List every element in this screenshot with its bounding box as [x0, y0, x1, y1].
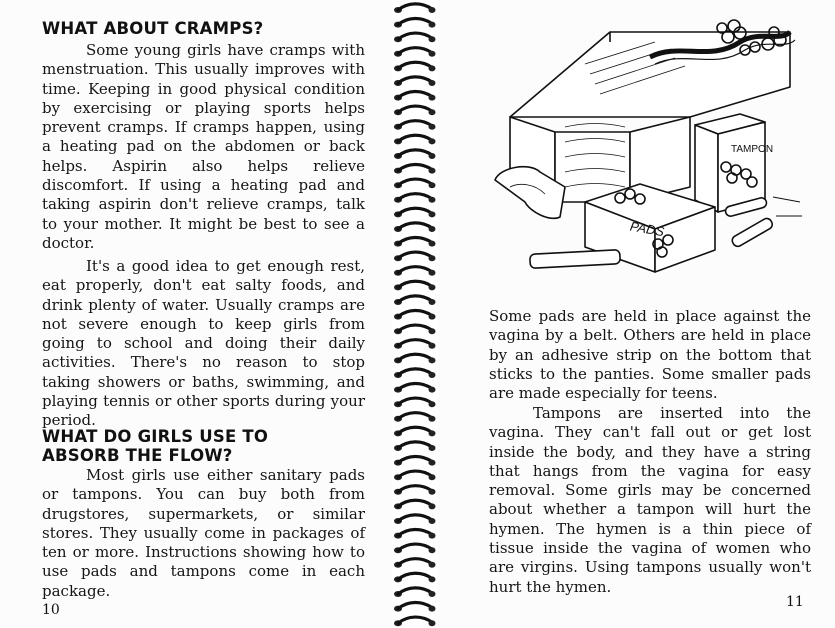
spiral-coil [394, 223, 436, 232]
tampon-box-label: TAMPON [731, 144, 774, 155]
spiral-coil [394, 486, 436, 495]
spiral-coil [394, 150, 436, 159]
spiral-coil [394, 237, 436, 246]
spiral-coil [394, 544, 436, 553]
loose-pad-strip [530, 250, 621, 269]
page-number-left: 10 [42, 602, 60, 618]
spiral-coil [394, 471, 436, 480]
spiral-coil [394, 106, 436, 115]
spiral-coil [394, 310, 436, 319]
spiral-coil [394, 77, 436, 86]
spiral-coil [394, 559, 436, 568]
heading-absorb-flow: WHAT DO GIRLS USE TO ABSORB THE FLOW? [42, 427, 269, 465]
paragraph-cramps-2: It's a good idea to get enough rest, eat properly, don't eat salty foods, and drink plenty of water. Usually cramps are not severe enough to keep girls from going to school and doing their daily activities. There's no reason to stop taking showers or baths, swimming, and playing tennis or other sports during your period. [42, 257, 365, 430]
spiral-coil [394, 281, 436, 290]
spiral-coil [394, 340, 436, 349]
spiral-coil [394, 33, 436, 42]
spiral-coil [394, 398, 436, 407]
spiral-coil [394, 602, 436, 611]
spiral-coil [394, 296, 436, 305]
pads-tampons-illustration [490, 2, 830, 280]
spiral-coil [394, 427, 436, 436]
tampon-box [695, 114, 765, 212]
spiral-coil [394, 4, 436, 13]
spiral-coil [394, 617, 436, 626]
spiral-coil [394, 267, 436, 276]
paragraph-cramps-1: Some young girls have cramps with menstruation. This usually improves with time. Keeping in good physical condition by exercising or playing sports helps prevent cramps. If cramps happen, using a heating pad on the abdomen or back helps. Aspirin also helps relieve discomfort. If using a heating pad and taking aspirin don't relieve cramps, talk to your mother. It might be best to see a doctor. [42, 41, 365, 252]
spiral-coil [394, 179, 436, 188]
pads-box-label: PADS [628, 218, 666, 240]
spiral-coil [394, 48, 436, 57]
spiral-coil [394, 325, 436, 334]
spiral-coil [394, 354, 436, 363]
page-number-right: 11 [786, 594, 804, 610]
spiral-coil [394, 413, 436, 422]
spiral-coil [394, 515, 436, 524]
spiral-coil [394, 18, 436, 27]
spiral-coil [394, 500, 436, 509]
spiral-coil [394, 442, 436, 451]
spiral-coil [394, 456, 436, 465]
paragraph-absorb-flow: Most girls use either sanitary pads or tampons. You can buy both from drugstores, supermarkets, or similar stores. They usually come in packages of ten or more. Instructions showing how to use pads and tampons come in each package. [42, 466, 365, 600]
spiral-coil [394, 588, 436, 597]
spiral-coil [394, 164, 436, 173]
spiral-coil [394, 383, 436, 392]
spiral-coil [394, 208, 436, 217]
spiral-coil [394, 529, 436, 538]
spiral-coil [394, 62, 436, 71]
spiral-coil [394, 573, 436, 582]
heading-cramps: WHAT ABOUT CRAMPS? [42, 19, 264, 38]
spiral-coil [394, 369, 436, 378]
spiral-coil [394, 194, 436, 203]
paragraph-pads: Some pads are held in place against the vagina by a belt. Others are held in place by an adhesive strip on the bottom that sticks to the panties. Some smaller pads are made especially for teens. [489, 307, 811, 403]
loose-tampons [724, 197, 802, 248]
spiral-coil [394, 252, 436, 261]
left-page [0, 0, 392, 628]
paragraph-tampons: Tampons are inserted into the vagina. They can't fall out or get lost inside the body, and they have a string that hangs from the vagina for easy removal. Some girls may be concerned about whether a tampon will hurt the hymen. The hymen is a thin piece of tissue inside the vagina of women who are virgins. Using tampons usually won't hurt the hymen. [489, 404, 811, 596]
spiral-coil [394, 91, 436, 100]
spiral-coil [394, 135, 436, 144]
spiral-coil [394, 121, 436, 130]
spiral-binding [388, 0, 442, 628]
